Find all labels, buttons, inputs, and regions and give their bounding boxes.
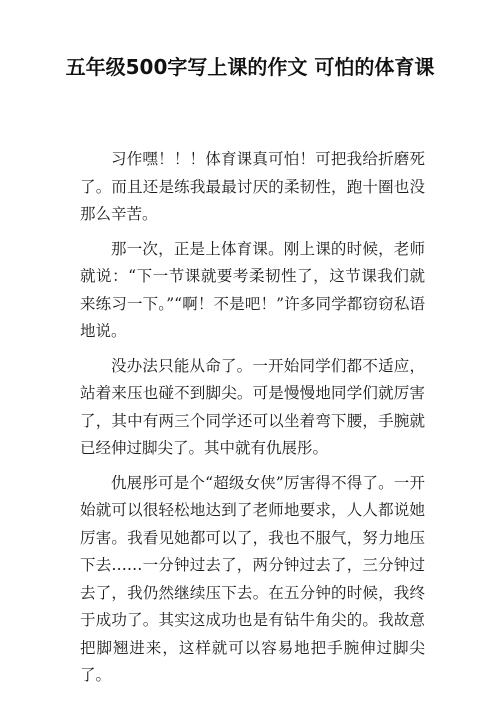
paragraph-3: 没办法只能从命了。一开始同学们都不适应，站着来压也碰不到脚尖。可是慢慢地同学们就厉害了，其中有两三个同学还可以坐着弯下腰，手腕就已经伸过脚尖了。其中就有仇展彤。 xyxy=(80,356,425,457)
paragraph-1: 习作嘿！！！体育课真可怕！可把我给折磨死了。而且还是练我最最讨厌的柔韧性，跑十圈也没那么辛苦。 xyxy=(80,150,425,223)
paragraph-2: 那一次，正是上体育课。刚上课的时候，老师就说：“下一节课就要考柔韧性了，这节课我们就来练习一下。”“啊！不是吧！”许多同学都窃窃私语地说。 xyxy=(80,239,425,340)
document-title: 五年级500字写上课的作文 可怕的体育课 xyxy=(65,55,435,79)
document-body xyxy=(80,146,425,697)
paragraph-4: 仇展彤可是个“超级女侠”厉害得不得了。一开始就可以很轻松地达到了老师地要求，人人都说她厉害。我看见她都可以了，我也不服气，努力地压下去……一分钟过去了，两分钟过去了，三分钟过去了，我仍然继续压下去。在五分钟的时候，我终于成功了。其实这成功也是有钻牛角尖的。我故意把脚翘进来，这样就可以容易地把手腕伸过脚尖了。 xyxy=(80,473,425,684)
